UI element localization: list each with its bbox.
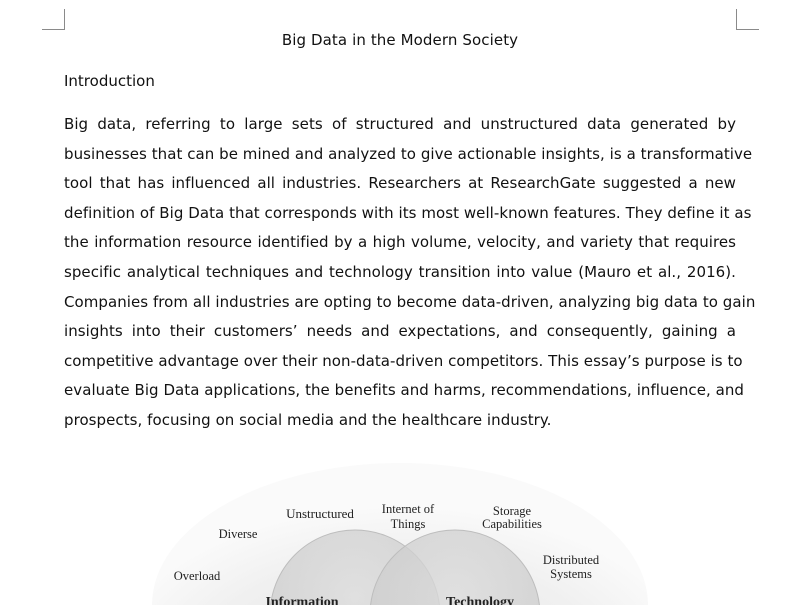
label-technology: Technology bbox=[446, 595, 514, 605]
section-heading: Introduction bbox=[64, 72, 155, 90]
paragraph-line: evaluate Big Data applications, the benefits and harms, recommendations, influence, and bbox=[64, 381, 744, 400]
paragraph-line: tool that has influenced all industries. Researchers at ResearchGate suggested a new bbox=[64, 174, 736, 193]
label-things: Things bbox=[390, 517, 426, 531]
label-systems: Systems bbox=[550, 567, 592, 581]
paragraph-line: Companies from all industries are opting to become data-driven, analyzing big data to gain bbox=[64, 292, 756, 311]
page-corner-mark-top-right bbox=[736, 9, 759, 30]
label-unstructured: Unstructured bbox=[286, 506, 354, 521]
label-capabilities: Capabilities bbox=[482, 517, 542, 531]
paragraph-line: businesses that can be mined and analyzed to give actionable insights, is a transformative bbox=[64, 144, 753, 163]
paragraph-line: Big data, referring to large sets of structured and unstructured data generated by bbox=[64, 115, 736, 133]
venn-diagram bbox=[140, 455, 660, 605]
paragraph-line: the information resource identified by a high volume, velocity, and variety that requires bbox=[64, 233, 736, 252]
venn-diagram-figure bbox=[140, 455, 660, 605]
paragraph-line: definition of Big Data that corresponds with its most well-known features. They define it as bbox=[64, 203, 752, 222]
paragraph-line: prospects, focusing on social media and the healthcare industry. bbox=[64, 410, 552, 429]
label-internet-of: Internet of bbox=[381, 502, 435, 516]
label-distributed: Distributed bbox=[542, 553, 600, 567]
label-overload: Overload bbox=[173, 569, 221, 583]
document-title: Big Data in the Modern Society bbox=[281, 31, 519, 49]
label-information: Information bbox=[265, 595, 339, 605]
label-storage: Storage bbox=[492, 504, 532, 518]
page-corner-mark-top-left bbox=[42, 9, 65, 30]
label-diverse: Diverse bbox=[218, 527, 258, 541]
paragraph-line: specific analytical techniques and technology transition into value (Mauro et al., 2016). bbox=[64, 262, 736, 281]
introduction-paragraph bbox=[64, 112, 756, 438]
paragraph-line: insights into their customers’ needs and expectations, and consequently, gaining a bbox=[64, 322, 736, 341]
paragraph-line: competitive advantage over their non-data-driven competitors. This essay’s purpose is to bbox=[64, 351, 743, 370]
